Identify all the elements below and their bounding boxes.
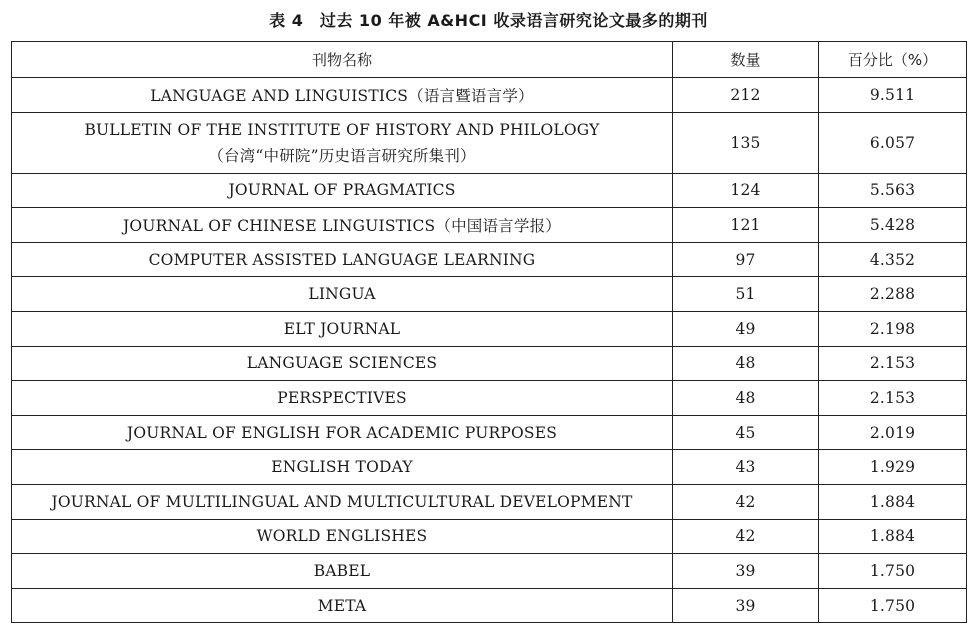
table-row (12, 112, 967, 173)
journal-name-cell: COMPUTER ASSISTED LANGUAGE LEARNING (12, 242, 673, 277)
count-cell: 39 (673, 554, 819, 589)
journal-name-cell: WORLD ENGLISHES (12, 519, 673, 554)
journal-name-chinese-line: （台湾“中研院”历史语言研究所集刊） (208, 146, 476, 165)
table-row (12, 78, 967, 113)
count-cell: 97 (673, 242, 819, 277)
percent-cell: 2.198 (819, 311, 967, 346)
journal-name-cell: LINGUA (12, 277, 673, 312)
percent-cell: 2.153 (819, 381, 967, 416)
count-cell: 48 (673, 346, 819, 381)
journal-name-line: BULLETIN OF THE INSTITUTE OF HISTORY AND PHILOLOGY (84, 120, 600, 139)
journal-name-cell: LANGUAGE AND LINGUISTICS（语言暨语言学） (12, 78, 673, 113)
percent-cell: 2.153 (819, 346, 967, 381)
percent-cell: 2.019 (819, 415, 967, 450)
percent-cell: 4.352 (819, 242, 967, 277)
table-header-row (12, 42, 967, 78)
count-cell: 124 (673, 173, 819, 208)
percent-cell: 5.563 (819, 173, 967, 208)
journal-name-cell (12, 112, 673, 173)
table-row (12, 208, 967, 243)
header-journal-name: 刊物名称 (12, 42, 673, 78)
count-cell: 121 (673, 208, 819, 243)
percent-cell: 9.511 (819, 78, 967, 113)
percent-cell: 2.288 (819, 277, 967, 312)
table-row (12, 311, 967, 346)
count-cell: 212 (673, 78, 819, 113)
journal-name-cell: BABEL (12, 554, 673, 589)
count-cell: 45 (673, 415, 819, 450)
count-cell: 39 (673, 588, 819, 623)
percent-cell: 1.884 (819, 484, 967, 519)
count-cell: 51 (673, 277, 819, 312)
table-row (12, 519, 967, 554)
table-row (12, 381, 967, 416)
percent-cell: 1.750 (819, 554, 967, 589)
table-row (12, 277, 967, 312)
table-row (12, 588, 967, 623)
journal-name-cell: PERSPECTIVES (12, 381, 673, 416)
table-row (12, 346, 967, 381)
table-caption: 表 4 过去 10 年被 A&HCI 收录语言研究论文最多的期刊 (269, 11, 708, 30)
journal-table (11, 41, 967, 623)
count-cell: 48 (673, 381, 819, 416)
journal-name-cell: JOURNAL OF PRAGMATICS (12, 173, 673, 208)
count-cell: 42 (673, 484, 819, 519)
count-cell: 43 (673, 450, 819, 485)
journal-name-cell: ENGLISH TODAY (12, 450, 673, 485)
percent-cell: 1.929 (819, 450, 967, 485)
percent-cell: 5.428 (819, 208, 967, 243)
percent-cell: 1.750 (819, 588, 967, 623)
journal-name-cell: ELT JOURNAL (12, 311, 673, 346)
table-row (12, 484, 967, 519)
header-percent: 百分比（%） (819, 42, 967, 78)
count-cell: 49 (673, 311, 819, 346)
journal-name-cell: JOURNAL OF MULTILINGUAL AND MULTICULTURAL DEVELOPMENT (12, 484, 673, 519)
header-count: 数量 (673, 42, 819, 78)
count-cell: 135 (673, 112, 819, 173)
percent-cell: 1.884 (819, 519, 967, 554)
journal-name-cell: JOURNAL OF ENGLISH FOR ACADEMIC PURPOSES (12, 415, 673, 450)
percent-cell: 6.057 (819, 112, 967, 173)
count-cell: 42 (673, 519, 819, 554)
journal-name-cell: LANGUAGE SCIENCES (12, 346, 673, 381)
journal-name-cell: JOURNAL OF CHINESE LINGUISTICS（中国语言学报） (12, 208, 673, 243)
table-row (12, 415, 967, 450)
journal-name-cell: META (12, 588, 673, 623)
table-row (12, 450, 967, 485)
table-row (12, 554, 967, 589)
table-row (12, 173, 967, 208)
table-row (12, 242, 967, 277)
